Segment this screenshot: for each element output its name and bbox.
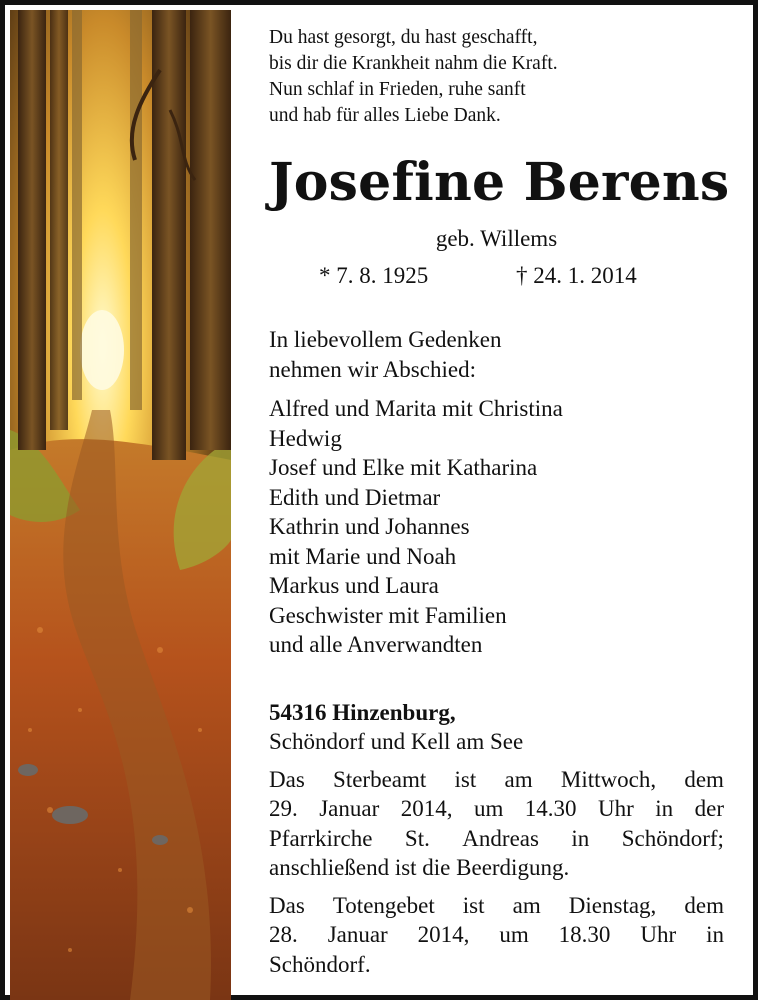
word: ist bbox=[454, 766, 477, 792]
word: am bbox=[504, 766, 533, 792]
word: Andreas bbox=[462, 825, 539, 851]
word: am bbox=[512, 892, 541, 918]
mourner: Kathrin und Johannes bbox=[269, 514, 470, 539]
word: in bbox=[706, 922, 724, 947]
word: Januar bbox=[319, 796, 380, 821]
mourner: Hedwig bbox=[269, 425, 342, 451]
word: in bbox=[571, 825, 590, 851]
prayer-info bbox=[269, 891, 724, 980]
funeral-line bbox=[269, 824, 724, 854]
mourner: Geschwister mit Familien bbox=[269, 602, 507, 628]
mourner: Markus und Laura bbox=[269, 573, 439, 598]
word: um bbox=[473, 796, 504, 821]
mourner: Alfred und Marita mit Christina bbox=[269, 396, 563, 421]
word: Sterbeamt bbox=[333, 766, 427, 792]
funeral-line bbox=[269, 794, 724, 824]
word: der bbox=[694, 796, 724, 821]
forest-path-photo bbox=[10, 10, 231, 1000]
mourners-list bbox=[269, 394, 724, 660]
forest-path-icon bbox=[10, 10, 231, 1000]
word: um bbox=[499, 922, 529, 947]
life-dates bbox=[269, 261, 724, 291]
word: Dienstag, bbox=[568, 892, 657, 918]
poem-line: bis dir die Krankheit nahm die Kraft. bbox=[269, 53, 558, 74]
word: Mittwoch, bbox=[560, 766, 657, 792]
place-city: 54316 Hinzenburg, bbox=[269, 699, 456, 725]
word: 14.30 bbox=[524, 796, 577, 821]
intro-line: In liebevollem Gedenken bbox=[269, 327, 502, 352]
mourner: mit Marie und Noah bbox=[269, 543, 457, 569]
word: dem bbox=[684, 766, 724, 792]
word: Schöndorf. bbox=[269, 951, 371, 977]
word: Pfarrkirche bbox=[269, 825, 373, 851]
mourner: Edith und Dietmar bbox=[269, 484, 441, 510]
word: Das bbox=[269, 766, 305, 792]
intro-line: nehmen wir Abschied: bbox=[269, 356, 476, 382]
word: Januar bbox=[327, 922, 388, 947]
prayer-line bbox=[269, 950, 724, 980]
intro bbox=[269, 325, 724, 384]
mourner: und alle Anverwandten bbox=[269, 632, 483, 657]
word: Schöndorf; bbox=[621, 825, 724, 851]
poem-line: Nun schlaf in Frieden, ruhe sanft bbox=[269, 79, 526, 100]
maiden-name: geb. Willems bbox=[435, 226, 558, 251]
notice-text bbox=[269, 25, 730, 979]
word: 2014, bbox=[400, 796, 453, 821]
word: 29. bbox=[269, 796, 298, 821]
word: Totengebet bbox=[332, 892, 435, 918]
word: 18.30 bbox=[558, 922, 611, 947]
poem-line: Du hast gesorgt, du hast geschafft, bbox=[269, 27, 538, 48]
word: 28. bbox=[269, 922, 298, 947]
prayer-line bbox=[269, 920, 724, 950]
word: in bbox=[655, 796, 674, 821]
word: Das bbox=[269, 892, 305, 918]
place-towns: Schöndorf und Kell am See bbox=[269, 729, 524, 754]
death-date: † 24. 1. 2014 bbox=[516, 263, 637, 288]
place bbox=[269, 698, 724, 757]
word: dem bbox=[684, 892, 724, 918]
prayer-line bbox=[269, 891, 724, 921]
word: Uhr bbox=[598, 796, 634, 821]
word: St. bbox=[404, 825, 430, 851]
word: anschließend ist die Beerdigung. bbox=[269, 855, 570, 880]
birth-date: * 7. 8. 1925 bbox=[319, 263, 429, 288]
word: Uhr bbox=[640, 922, 677, 947]
poem bbox=[269, 25, 724, 129]
poem-line: und hab für alles Liebe Dank. bbox=[269, 105, 501, 126]
funeral-line bbox=[269, 853, 724, 883]
funeral-info bbox=[269, 765, 724, 883]
deceased-name: Josefine Berens bbox=[269, 152, 730, 213]
funeral-line bbox=[269, 765, 724, 795]
word: ist bbox=[462, 892, 485, 918]
word: 2014, bbox=[417, 922, 470, 947]
mourner: Josef und Elke mit Katharina bbox=[269, 455, 538, 480]
